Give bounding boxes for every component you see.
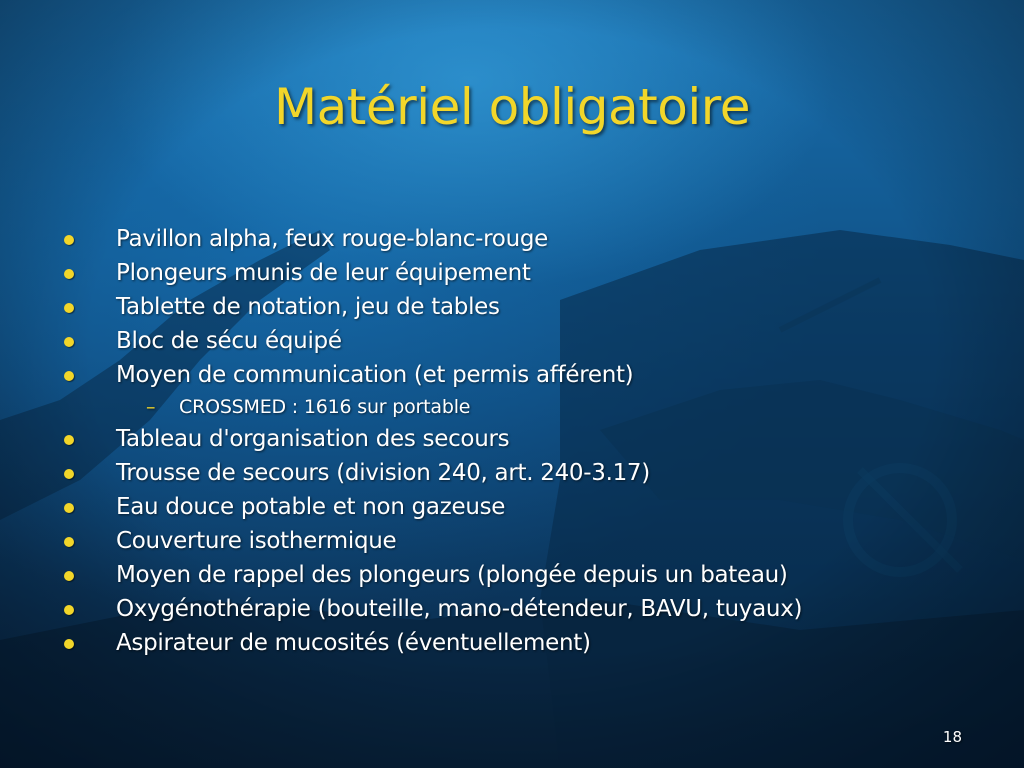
bullet-dot-icon [64, 269, 74, 279]
bullet-text: Moyen de communication (et permis afférent) [116, 362, 634, 388]
bullet-item [0, 456, 1024, 490]
bullet-text: Tablette de notation, jeu de tables [116, 294, 500, 320]
bullet-text: Aspirateur de mucosités (éventuellement) [116, 630, 591, 656]
bullet-text: Tableau d'organisation des secours [116, 426, 510, 452]
bullet-text: Couverture isothermique [116, 528, 397, 554]
bullet-dot-icon [64, 537, 74, 547]
bullet-text: Eau douce potable et non gazeuse [116, 494, 506, 520]
bullet-text: Bloc de sécu équipé [116, 328, 342, 354]
bullet-item [0, 222, 1024, 256]
bullet-dot-icon [64, 235, 74, 245]
bullet-dot-icon [64, 469, 74, 479]
bullet-dot-icon [64, 303, 74, 313]
bullet-item [0, 592, 1024, 626]
bullet-item [0, 290, 1024, 324]
bullet-dot-icon [64, 337, 74, 347]
bullet-text: Pavillon alpha, feux rouge-blanc-rouge [116, 226, 549, 252]
bullet-text: Moyen de rappel des plongeurs (plongée depuis un bateau) [116, 562, 788, 588]
bullet-dot-icon [64, 639, 74, 649]
bullet-item [0, 558, 1024, 592]
bullet-dot-icon [64, 435, 74, 445]
bullet-text: Trousse de secours (division 240, art. 240-3.17) [116, 460, 650, 486]
bullet-item [0, 324, 1024, 358]
dash-icon: – [146, 396, 156, 418]
bullet-text: Oxygénothérapie (bouteille, mano-détendeur, BAVU, tuyaux) [116, 596, 803, 622]
bullet-list [0, 222, 1024, 660]
bullet-dot-icon [64, 571, 74, 581]
bullet-text: Plongeurs munis de leur équipement [116, 260, 531, 286]
sub-bullet-text: CROSSMED : 1616 sur portable [179, 396, 471, 418]
sub-bullet-item [0, 392, 1024, 422]
bullet-dot-icon [64, 503, 74, 513]
bullet-dot-icon [64, 371, 74, 381]
bullet-item [0, 490, 1024, 524]
page-number: 18 [942, 728, 962, 746]
slide-title: Matériel obligatoire [274, 78, 750, 136]
bullet-dot-icon [64, 605, 74, 615]
bullet-item [0, 256, 1024, 290]
bullet-item [0, 524, 1024, 558]
bullet-item [0, 358, 1024, 392]
bullet-item [0, 626, 1024, 660]
bullet-item [0, 422, 1024, 456]
